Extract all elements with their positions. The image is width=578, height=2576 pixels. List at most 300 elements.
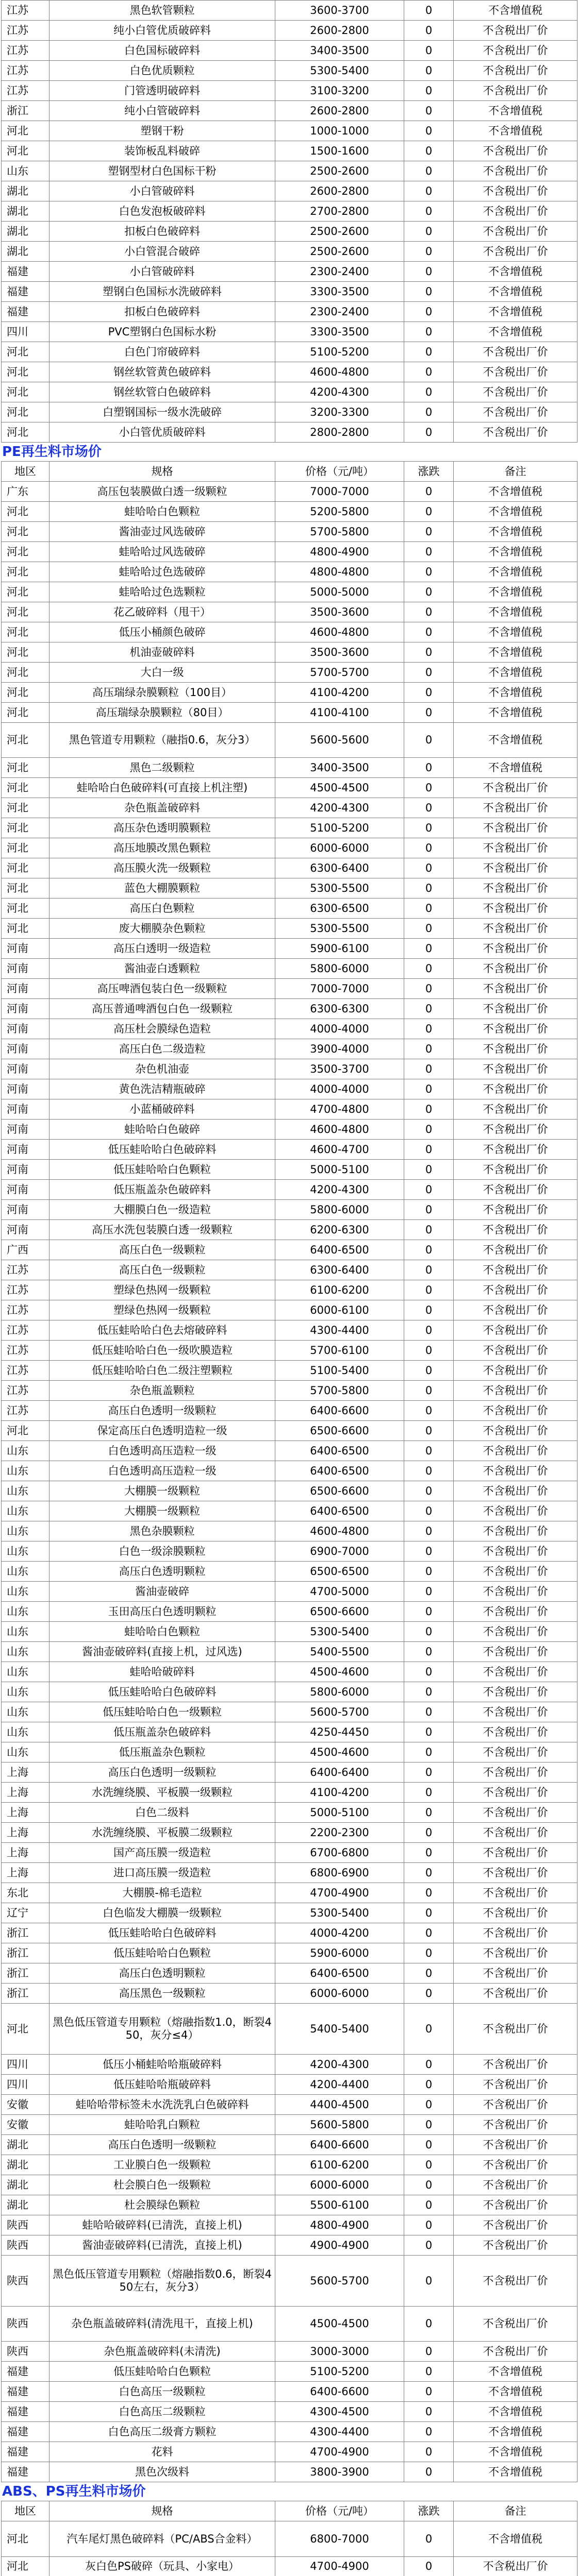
table-row <box>2 2256 577 2307</box>
table-row <box>2 81 577 101</box>
table-row <box>2 798 577 818</box>
price-cell: 6300-6500 <box>275 899 404 919</box>
price-cell: 5800-6000 <box>275 1200 404 1220</box>
note-cell: 不含增值税 <box>454 2362 577 2382</box>
change-cell: 0 <box>404 1562 454 1582</box>
spec-cell: 高压白透明一级造粒 <box>49 939 275 959</box>
note-cell: 不含税出厂价 <box>454 1059 577 1079</box>
note-cell: 不含增值税 <box>454 723 577 758</box>
change-cell: 0 <box>404 502 454 522</box>
table-row <box>2 858 577 878</box>
note-cell: 不含增值税 <box>454 582 577 602</box>
change-cell: 0 <box>404 778 454 798</box>
spec-cell: 大棚膜-棉毛造粒 <box>49 1883 275 1903</box>
note-cell: 不含税出厂价 <box>454 838 577 858</box>
price-cell: 5400-5500 <box>275 1642 404 1662</box>
region-cell: 河南 <box>2 999 49 1019</box>
region-cell: 河北 <box>2 602 49 622</box>
region-cell: 河北 <box>2 683 49 703</box>
change-cell: 0 <box>404 999 454 1019</box>
price-cell: 4500-4500 <box>275 778 404 798</box>
table-row <box>2 1803 577 1823</box>
change-cell: 0 <box>404 2055 454 2075</box>
table-row <box>2 262 577 282</box>
spec-cell: 玉田高压白色透明颗粒 <box>49 1602 275 1622</box>
price-cell: 6400-6600 <box>275 1401 404 1421</box>
note-cell: 不含税出厂价 <box>454 1280 577 1300</box>
change-cell: 0 <box>404 1421 454 1441</box>
region-cell: 河北 <box>2 642 49 663</box>
change-cell: 0 <box>404 2095 454 2115</box>
change-cell: 0 <box>404 2422 454 2442</box>
price-cell: 3100-3200 <box>275 81 404 101</box>
price-cell: 3800-3900 <box>275 2462 404 2482</box>
region-cell: 河北 <box>2 121 49 141</box>
table-row <box>2 582 577 602</box>
spec-cell: 高压白色透明一级颗粒 <box>49 1762 275 1783</box>
price-cell: 4800-4900 <box>275 2215 404 2235</box>
change-cell: 0 <box>404 81 454 101</box>
price-cell: 6300-6400 <box>275 858 404 878</box>
region-cell: 江苏 <box>2 41 49 61</box>
table-row <box>2 818 577 838</box>
note-cell: 不含税出厂价 <box>454 1240 577 1260</box>
note-cell: 不含税出厂价 <box>454 1160 577 1180</box>
region-cell: 山东 <box>2 1441 49 1461</box>
header-cell: 涨跌 <box>404 2501 454 2521</box>
region-cell: 山东 <box>2 1461 49 1481</box>
change-cell: 0 <box>404 878 454 899</box>
spec-cell: 塑绿色热网一级颗粒 <box>49 1300 275 1320</box>
table-row <box>2 121 577 141</box>
change-cell: 0 <box>404 1160 454 1180</box>
spec-cell: 低压蛙哈哈白色破碎料 <box>49 1923 275 1943</box>
table-row <box>2 562 577 582</box>
change-cell: 0 <box>404 858 454 878</box>
change-cell: 0 <box>404 1943 454 1963</box>
price-cell: 4300-4400 <box>275 2422 404 2442</box>
region-cell: 江苏 <box>2 1381 49 1401</box>
note-cell: 不含税出厂价 <box>454 21 577 41</box>
note-cell: 不含税出厂价 <box>454 2235 577 2256</box>
region-cell: 河北 <box>2 838 49 858</box>
region-cell: 河南 <box>2 1220 49 1240</box>
region-cell: 浙江 <box>2 1963 49 1984</box>
note-cell: 不含税出厂价 <box>454 1602 577 1622</box>
price-cell: 2500-2600 <box>275 161 404 181</box>
note-cell: 不含税出厂价 <box>454 778 577 798</box>
price-cell: 5800-6000 <box>275 1682 404 1702</box>
table-row <box>2 1742 577 1762</box>
change-cell: 0 <box>404 758 454 778</box>
spec-cell: 低压蛙哈哈白色一级吹膜造粒 <box>49 1341 275 1361</box>
region-cell: 河南 <box>2 959 49 979</box>
note-cell: 不含税出厂价 <box>454 2004 577 2055</box>
spec-cell: 高压啤酒包装白色一级颗粒 <box>49 979 275 999</box>
spec-cell: 杂色机油壶 <box>49 1059 275 1079</box>
price-cell: 1500-1600 <box>275 141 404 161</box>
region-cell: 福建 <box>2 2442 49 2462</box>
table-row <box>2 959 577 979</box>
region-cell: 广东 <box>2 482 49 502</box>
change-cell: 0 <box>404 1903 454 1923</box>
price-cell: 5300-5400 <box>275 1903 404 1923</box>
table-row <box>2 502 577 522</box>
price-cell: 3400-3500 <box>275 758 404 778</box>
price-cell: 4700-4900 <box>275 2556 404 2576</box>
table-row <box>2 1059 577 1079</box>
change-cell: 0 <box>404 2342 454 2362</box>
note-cell: 不含税出厂价 <box>454 2175 577 2195</box>
table-row <box>2 1401 577 1421</box>
spec-cell: 杂色瓶盖破碎料(清洗甩干，直接上机) <box>49 2306 275 2341</box>
region-cell: 湖北 <box>2 201 49 222</box>
table-row <box>2 2342 577 2362</box>
table-row <box>2 1019 577 1039</box>
region-cell: 河北 <box>2 342 49 362</box>
region-cell: 山东 <box>2 1602 49 1622</box>
change-cell: 0 <box>404 899 454 919</box>
table-row <box>2 2521 577 2556</box>
spec-cell: 进口高压膜一级造粒 <box>49 1863 275 1883</box>
table-row <box>2 919 577 939</box>
region-cell: 山东 <box>2 1481 49 1501</box>
region-cell: 浙江 <box>2 101 49 121</box>
change-cell: 0 <box>404 101 454 121</box>
region-cell: 河北 <box>2 402 49 422</box>
region-cell: 陕西 <box>2 2235 49 2256</box>
change-cell: 0 <box>404 838 454 858</box>
price-cell: 2600-2800 <box>275 181 404 201</box>
region-cell: 广西 <box>2 1240 49 1260</box>
note-cell: 不含增值税 <box>454 282 577 302</box>
spec-cell: 蛙哈哈过色选颗粒 <box>49 582 275 602</box>
table-row <box>2 1722 577 1742</box>
spec-cell: 花料 <box>49 2442 275 2462</box>
change-cell: 0 <box>404 382 454 402</box>
spec-cell: 汽车尾灯黑色破碎料（PC/ABS合金料） <box>49 2521 275 2556</box>
spec-cell: 白色透明高压造粒一级 <box>49 1461 275 1481</box>
change-cell: 0 <box>404 242 454 262</box>
spec-cell: 白塑钢国标一级水洗破碎 <box>49 402 275 422</box>
price-cell: 3600-3700 <box>275 1 404 21</box>
note-cell: 不含税出厂价 <box>454 1079 577 1099</box>
price-cell: 5700-5800 <box>275 522 404 542</box>
note-cell: 不含税出厂价 <box>454 242 577 262</box>
note-cell: 不含增值税 <box>454 562 577 582</box>
note-cell: 不含税出厂价 <box>454 979 577 999</box>
spec-cell: 黑色低压管道专用颗粒（熔融指数1.0，断裂450，灰分≤4） <box>49 2004 275 2055</box>
change-cell: 0 <box>404 1401 454 1421</box>
spec-cell: 白色透明高压造粒一级 <box>49 1441 275 1461</box>
region-cell: 四川 <box>2 322 49 342</box>
change-cell: 0 <box>404 2075 454 2095</box>
change-cell: 0 <box>404 683 454 703</box>
spec-cell: 酱油壶白透颗粒 <box>49 959 275 979</box>
spec-cell: 酱油壶过风选破碎 <box>49 522 275 542</box>
region-cell: 安徽 <box>2 2115 49 2135</box>
change-cell: 0 <box>404 1320 454 1341</box>
price-cell: 6400-6500 <box>275 1240 404 1260</box>
region-cell: 河北 <box>2 919 49 939</box>
note-cell: 不含税出厂价 <box>454 181 577 201</box>
price-table <box>1 2501 577 2576</box>
change-cell: 0 <box>404 482 454 502</box>
price-cell: 6400-6500 <box>275 1963 404 1984</box>
price-cell: 6900-7000 <box>275 1541 404 1562</box>
region-cell: 河北 <box>2 622 49 642</box>
note-cell: 不含税出厂价 <box>454 1421 577 1441</box>
note-cell: 不含增值税 <box>454 262 577 282</box>
change-cell: 0 <box>404 2306 454 2341</box>
price-cell: 1000-1000 <box>275 121 404 141</box>
table-row <box>2 1562 577 1582</box>
price-cell: 4000-4200 <box>275 1923 404 1943</box>
change-cell: 0 <box>404 2135 454 2155</box>
change-cell: 0 <box>404 1602 454 1622</box>
price-cell: 5700-6100 <box>275 1341 404 1361</box>
price-cell: 5400-5400 <box>275 2004 404 2055</box>
spec-cell: 低压蛙哈哈白色一级颗粒 <box>49 1702 275 1722</box>
change-cell: 0 <box>404 222 454 242</box>
price-cell: 6500-6500 <box>275 1562 404 1582</box>
note-cell: 不含税出厂价 <box>454 1320 577 1341</box>
price-cell: 3200-3300 <box>275 402 404 422</box>
region-cell: 江苏 <box>2 1341 49 1361</box>
region-cell: 河北 <box>2 723 49 758</box>
spec-cell: 黄色洗洁精瓶破碎 <box>49 1079 275 1099</box>
price-cell: 3500-3600 <box>275 602 404 622</box>
change-cell: 0 <box>404 1481 454 1501</box>
note-cell: 不含增值税 <box>454 322 577 342</box>
price-cell: 6100-6200 <box>275 2155 404 2175</box>
change-cell: 0 <box>404 1120 454 1140</box>
price-cell: 4000-4000 <box>275 1019 404 1039</box>
change-cell: 0 <box>404 2521 454 2556</box>
table-row <box>2 878 577 899</box>
change-cell: 0 <box>404 1019 454 1039</box>
spec-cell: 高压白色一级颗粒 <box>49 1240 275 1260</box>
note-cell: 不含税出厂价 <box>454 41 577 61</box>
note-cell: 不含税出厂价 <box>454 1521 577 1541</box>
change-cell: 0 <box>404 642 454 663</box>
table-row <box>2 382 577 402</box>
note-cell: 不含增值税 <box>454 502 577 522</box>
spec-cell: 蛙哈哈白色颗粒 <box>49 502 275 522</box>
region-cell: 山东 <box>2 1562 49 1582</box>
price-cell: 2300-2400 <box>275 262 404 282</box>
spec-cell: 低压蛙哈哈白色破碎料 <box>49 1140 275 1160</box>
table-row <box>2 663 577 683</box>
price-cell: 4200-4300 <box>275 2055 404 2075</box>
table-row <box>2 999 577 1019</box>
table-row <box>2 2556 577 2576</box>
spec-cell: 高压白色二级造粒 <box>49 1039 275 1059</box>
region-cell: 山东 <box>2 1541 49 1562</box>
spec-cell: 高压白色透明一级颗粒 <box>49 2135 275 2155</box>
spec-cell: 高压白色透明一级颗粒 <box>49 1401 275 1421</box>
table-row <box>2 1783 577 1803</box>
region-cell: 湖北 <box>2 181 49 201</box>
note-cell: 不含税出厂价 <box>454 1361 577 1381</box>
note-cell: 不含增值税 <box>454 1 577 21</box>
region-cell: 山东 <box>2 1682 49 1702</box>
region-cell: 河北 <box>2 582 49 602</box>
region-cell: 陕西 <box>2 2256 49 2307</box>
table-row <box>2 778 577 798</box>
price-cell: 5200-5800 <box>275 502 404 522</box>
note-cell: 不含税出厂价 <box>454 2115 577 2135</box>
price-cell: 5800-6000 <box>275 959 404 979</box>
change-cell: 0 <box>404 602 454 622</box>
price-cell: 6400-6500 <box>275 1461 404 1481</box>
table-row <box>2 1923 577 1943</box>
spec-cell: 杂色瓶盖破碎料(未清洗) <box>49 2342 275 2362</box>
spec-cell: PVC塑钢白色国标水粉 <box>49 322 275 342</box>
price-cell: 4800-4800 <box>275 562 404 582</box>
price-cell: 6000-6100 <box>275 1300 404 1320</box>
spec-cell: 装饰板乱料破碎 <box>49 141 275 161</box>
table-header-row <box>2 462 577 482</box>
note-cell: 不含税出厂价 <box>454 1662 577 1682</box>
note-cell: 不含税出厂价 <box>454 919 577 939</box>
change-cell: 0 <box>404 1240 454 1260</box>
change-cell: 0 <box>404 21 454 41</box>
change-cell: 0 <box>404 422 454 443</box>
change-cell: 0 <box>404 2256 454 2307</box>
spec-cell: 高压黑色一级颗粒 <box>49 1984 275 2004</box>
price-cell: 2500-2600 <box>275 242 404 262</box>
table-row <box>2 2235 577 2256</box>
region-cell: 河南 <box>2 979 49 999</box>
table-row <box>2 1180 577 1200</box>
price-cell: 5000-5100 <box>275 1160 404 1180</box>
change-cell: 0 <box>404 2004 454 2055</box>
region-cell: 河南 <box>2 1059 49 1079</box>
table-row <box>2 2155 577 2175</box>
change-cell: 0 <box>404 959 454 979</box>
change-cell: 0 <box>404 939 454 959</box>
table-row <box>2 1883 577 1903</box>
change-cell: 0 <box>404 2402 454 2422</box>
region-cell: 山东 <box>2 1722 49 1742</box>
price-cell: 3500-3700 <box>275 1059 404 1079</box>
table-row <box>2 899 577 919</box>
region-cell: 江苏 <box>2 1300 49 1320</box>
note-cell: 不含增值税 <box>454 758 577 778</box>
region-cell: 上海 <box>2 1803 49 1823</box>
table-row <box>2 1762 577 1783</box>
price-cell: 6000-6000 <box>275 838 404 858</box>
change-cell: 0 <box>404 1642 454 1662</box>
price-cell: 2600-2800 <box>275 101 404 121</box>
region-cell: 河北 <box>2 858 49 878</box>
change-cell: 0 <box>404 1079 454 1099</box>
table-row <box>2 1421 577 1441</box>
note-cell: 不含税出厂价 <box>454 1180 577 1200</box>
change-cell: 0 <box>404 322 454 342</box>
region-cell: 湖北 <box>2 2175 49 2195</box>
spec-cell: 白色高压一级颗粒 <box>49 2382 275 2402</box>
table-row <box>2 642 577 663</box>
change-cell: 0 <box>404 979 454 999</box>
table-row <box>2 1541 577 1562</box>
price-cell: 4300-4400 <box>275 1320 404 1341</box>
note-cell: 不含税出厂价 <box>454 1019 577 1039</box>
note-cell: 不含税出厂价 <box>454 161 577 181</box>
spec-cell: 酱油壶破碎 <box>49 1582 275 1602</box>
table-row <box>2 2402 577 2422</box>
change-cell: 0 <box>404 1682 454 1702</box>
table-row <box>2 1280 577 1300</box>
region-cell: 福建 <box>2 2462 49 2482</box>
note-cell: 不含税出厂价 <box>454 1843 577 1863</box>
note-cell: 不含税出厂价 <box>454 1120 577 1140</box>
note-cell: 不含税出厂价 <box>454 1642 577 1662</box>
spec-cell: 低压蛙哈哈瓶破碎料 <box>49 2075 275 2095</box>
region-cell: 江苏 <box>2 1361 49 1381</box>
region-cell: 河北 <box>2 2004 49 2055</box>
price-cell: 6300-6300 <box>275 999 404 1019</box>
spec-cell: 保定高压白色透明造粒一级 <box>49 1421 275 1441</box>
price-cell: 4200-4300 <box>275 1180 404 1200</box>
price-cell: 6400-6500 <box>275 1501 404 1521</box>
price-cell: 6800-7000 <box>275 2521 404 2556</box>
change-cell: 0 <box>404 1984 454 2004</box>
region-cell: 河南 <box>2 1180 49 1200</box>
table-row <box>2 1120 577 1140</box>
region-cell: 湖北 <box>2 222 49 242</box>
price-cell: 3500-3600 <box>275 642 404 663</box>
table-row <box>2 2055 577 2075</box>
change-cell: 0 <box>404 723 454 758</box>
price-cell: 4100-4200 <box>275 683 404 703</box>
region-cell: 江苏 <box>2 81 49 101</box>
spec-cell: 杜会膜白色一级颗粒 <box>49 2175 275 2195</box>
change-cell: 0 <box>404 622 454 642</box>
price-cell: 6500-6600 <box>275 1481 404 1501</box>
price-cell: 5600-5700 <box>275 2256 404 2307</box>
price-cell: 5900-6000 <box>275 1943 404 1963</box>
note-cell: 不含税出厂价 <box>454 1341 577 1361</box>
price-cell: 5700-5800 <box>275 1381 404 1401</box>
note-cell: 不含税出厂价 <box>454 1783 577 1803</box>
spec-cell: 小白管优质破碎料 <box>49 422 275 443</box>
region-cell: 浙江 <box>2 1923 49 1943</box>
change-cell: 0 <box>404 1200 454 1220</box>
price-cell: 5100-5200 <box>275 342 404 362</box>
note-cell: 不含税出厂价 <box>454 1803 577 1823</box>
region-cell: 河北 <box>2 758 49 778</box>
table-row <box>2 1300 577 1320</box>
price-cell: 4900-4900 <box>275 2235 404 2256</box>
note-cell: 不含增值税 <box>454 542 577 562</box>
spec-cell: 高压白色透明颗粒 <box>49 1963 275 1984</box>
spec-cell: 蛙哈哈破碎料 <box>49 1662 275 1682</box>
note-cell: 不含税出厂价 <box>454 1562 577 1582</box>
region-cell: 河北 <box>2 422 49 443</box>
change-cell: 0 <box>404 2155 454 2175</box>
change-cell: 0 <box>404 1963 454 1984</box>
note-cell: 不含税出厂价 <box>454 1260 577 1280</box>
table-row <box>2 302 577 322</box>
spec-cell: 钢丝软管白色破碎料 <box>49 382 275 402</box>
price-cell: 4600-4800 <box>275 1521 404 1541</box>
change-cell: 0 <box>404 1863 454 1883</box>
region-cell: 河北 <box>2 2556 49 2576</box>
spec-cell: 酱油壶破碎料(已清洗，直接上机) <box>49 2235 275 2256</box>
table-row <box>2 1682 577 1702</box>
